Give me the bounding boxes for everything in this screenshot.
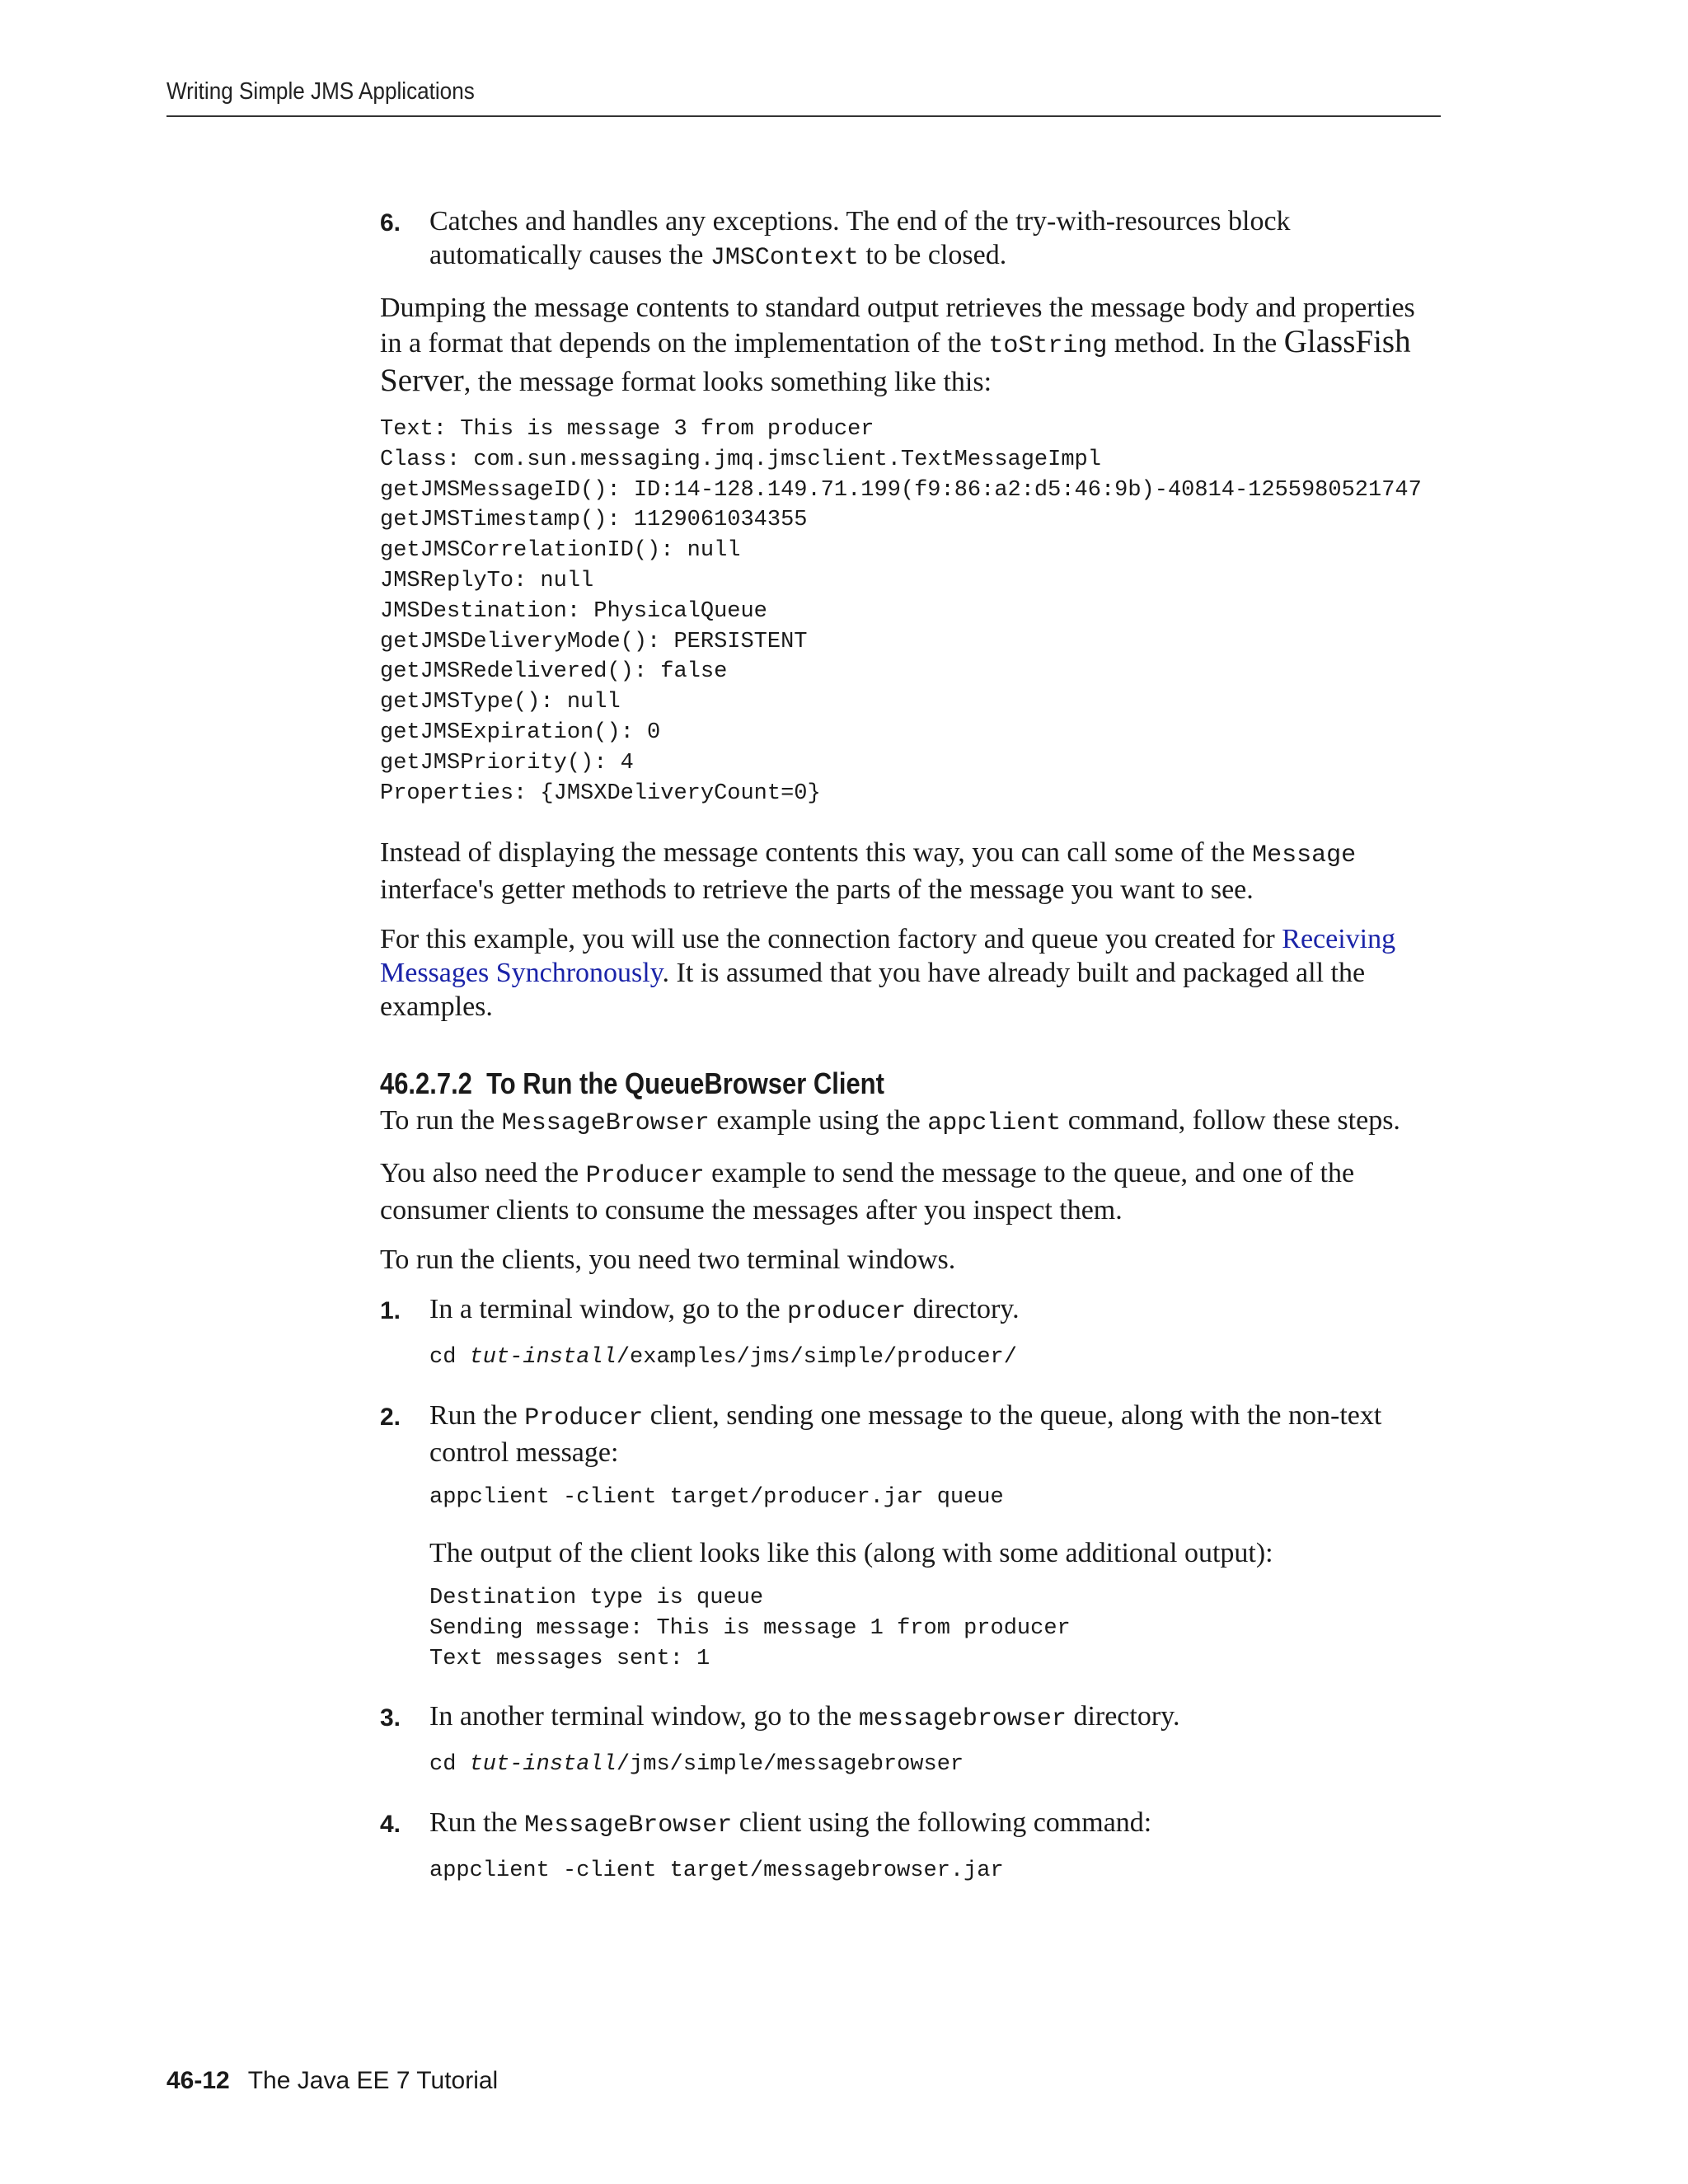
link-receiving-messages-synchronously[interactable]: Receiving Messages Synchronously [380, 924, 1396, 989]
paragraph-dump: Dumping the message contents to standard output retrieves the message body and properties in a format that depends on the implementation of the toString method. In the GlassFish Server, the message format looks something like this: [380, 293, 1415, 398]
placeholder-tut-install: tut-install [469, 1752, 617, 1778]
paragraph-run: To run the MessageBrowser example using the appclient command, follow these steps. [380, 1105, 1400, 1138]
command-code-block: cd tut-install/examples/jms/simple/producer/ [429, 1345, 1017, 1371]
inline-code: Producer [524, 1404, 644, 1433]
product-name: GlassFish Server [380, 324, 1411, 398]
section-heading [380, 1066, 1294, 1102]
inline-code: MessageBrowser [501, 1109, 710, 1138]
inline-code: Message [1252, 841, 1357, 870]
step-number: 3. [380, 1704, 401, 1732]
paragraph-instead: Instead of displaying the message contents this way, you can call some of the Message interface's getter methods to retrieve the parts of the message you want to see. [380, 837, 1357, 906]
step-3 [380, 1699, 1443, 1780]
header-rule [166, 115, 1441, 117]
step-1-text: In a terminal window, go to the producer directory. [429, 1294, 1020, 1327]
inline-code: producer [787, 1298, 907, 1327]
output-intro: The output of the client looks like this (along with some additional output): [429, 1537, 1273, 1568]
step-4-text: Run the MessageBrowser client using the following command: [429, 1807, 1152, 1840]
command-code-block: appclient -client target/producer.jar queue [429, 1485, 1004, 1511]
step-1 [380, 1292, 1443, 1373]
paragraph-example: For this example, you will use the connection factory and queue you created for Receiving Messages Synchronously. It is assumed that you have already built and packaged all the examples. [380, 924, 1396, 1023]
inline-code: MessageBrowser [524, 1811, 733, 1840]
inline-code: appclient [927, 1109, 1062, 1138]
inline-code: JMSContext [710, 244, 859, 272]
main-content [380, 204, 1443, 1886]
step-2 [380, 1399, 1443, 1674]
step-6-text: Catches and handles any exceptions. The end of the try-with-resources block automatically causes the JMSContext to be closed. [429, 206, 1291, 272]
step-6 [380, 204, 1443, 275]
page-number: 46-12 [166, 2067, 230, 2094]
message-dump-code-block: Text: This is message 3 from producer Class: com.sun.messaging.jmq.jmsclient.TextMessageImpl getJMSMessageID(): ID:14-128.149.71.199(f9:86:a2:d5:46:9b)-40814-1255980521747 getJMSTimestamp(): 1129061034355 getJMSCorrelationID(): null JMSReplyTo: null JMSDestination: PhysicalQueue getJMSDeliveryMode(): PERSISTENT getJMSRedelivered(): false getJMSType(): null getJMSExpiration(): 0 getJMSPriority(): 4 Properties: {JMSXDeliveryCount=0} [380, 417, 1422, 806]
running-header: Writing Simple JMS Applications [166, 78, 475, 105]
command-code-block: cd tut-install/jms/simple/messagebrowser [429, 1752, 964, 1778]
output-code-block: Destination type is queue Sending message: This is message 1 from producer Text messages sent: 1 [429, 1585, 1071, 1671]
inline-code: messagebrowser [858, 1705, 1067, 1734]
section-title: To Run the QueueBrowser Client [486, 1066, 884, 1101]
step-number: 1. [380, 1297, 401, 1325]
book-title: The Java EE 7 Tutorial [247, 2067, 499, 2094]
step-number: 2. [380, 1404, 401, 1432]
step-number: 6. [380, 209, 401, 237]
inline-code: Producer [585, 1162, 705, 1191]
page-footer [166, 2065, 498, 2097]
command-code-block: appclient -client target/messagebrowser.jar [429, 1858, 1004, 1884]
section-number: 46.2.7.2 [380, 1066, 472, 1101]
paragraph-also: You also need the Producer example to send the message to the queue, and one of the consumer clients to consume the messages after you inspect them. [380, 1158, 1355, 1226]
step-number: 4. [380, 1811, 401, 1839]
inline-code: toString [988, 332, 1108, 360]
paragraph-terminals: To run the clients, you need two terminal windows. [380, 1244, 956, 1276]
step-3-text: In another terminal window, go to the messagebrowser directory. [429, 1701, 1180, 1734]
placeholder-tut-install: tut-install [469, 1345, 617, 1371]
step-2-text: Run the Producer client, sending one message to the queue, along with the non-text control message: [429, 1400, 1382, 1469]
step-4 [380, 1806, 1443, 1886]
